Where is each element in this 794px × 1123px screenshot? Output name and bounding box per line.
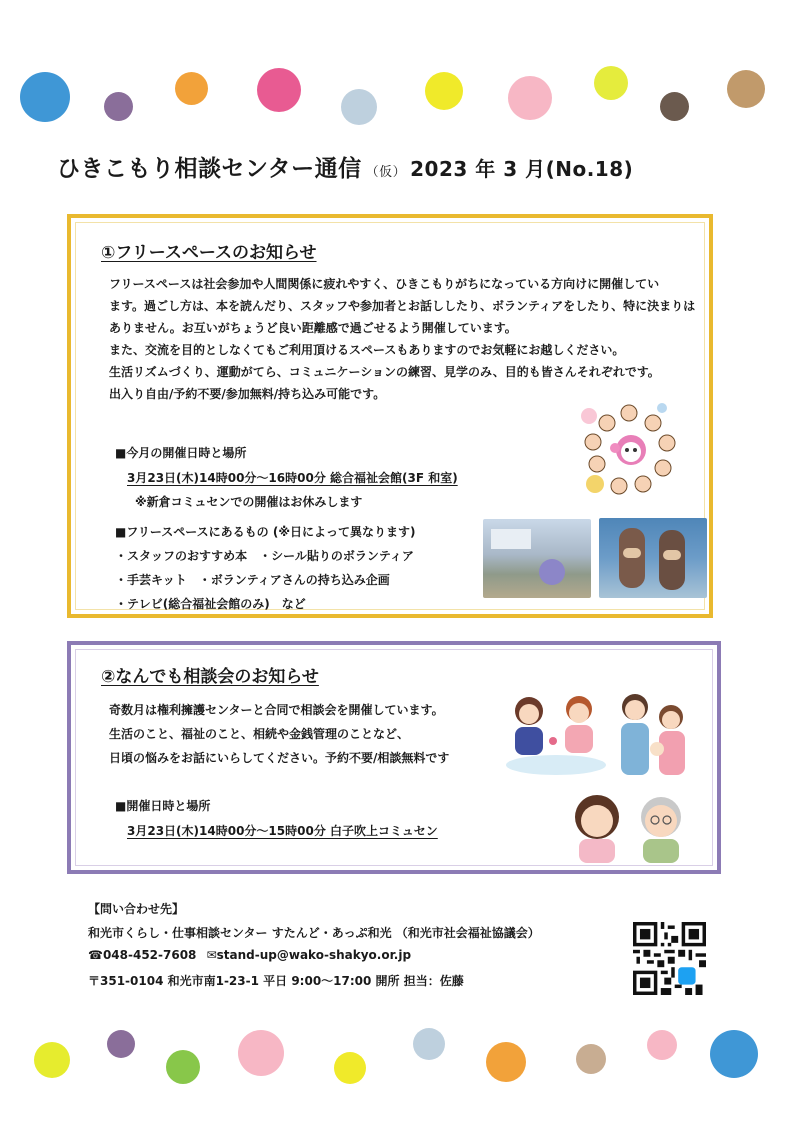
dot bbox=[334, 1052, 366, 1084]
monkey-face bbox=[623, 548, 641, 558]
item-line: ・テレビ(総合福祉会館のみ) など bbox=[115, 597, 306, 611]
consultation-heading: ②なんでも相談会のお知らせ bbox=[101, 667, 319, 687]
dot bbox=[508, 76, 552, 120]
contact-line bbox=[88, 948, 411, 962]
paragraph-line: 生活のこと、福祉のこと、相続や金銭管理のことなど、 bbox=[109, 727, 410, 741]
schedule-note: ※新倉コミュセンでの開催はお休みします bbox=[135, 495, 363, 509]
dot bbox=[166, 1050, 200, 1084]
schedule-text: 3月23日(木)14時00分～16時00分 総合福祉会館(3F 和室) bbox=[127, 471, 458, 485]
dot bbox=[175, 72, 208, 105]
people-circle-illustration bbox=[577, 398, 687, 502]
item-line: ・スタッフのおすすめ本 ・シール貼りのボランティア bbox=[115, 549, 414, 563]
paragraph-line: ます。過ごし方は、本を読んだり、スタッフや参加者とお話ししたり、ボランティアをしたり、特に決まりは bbox=[109, 299, 696, 313]
dot bbox=[34, 1042, 70, 1078]
dot bbox=[107, 1030, 135, 1058]
dot bbox=[727, 70, 765, 108]
issue-date: 2023 年 3 月(No.18) bbox=[410, 157, 634, 181]
paragraph-line: ありません。お互いがちょうど良い距離感で過ごせるよう開催しています。 bbox=[109, 321, 517, 335]
address-line: 〒351-0104 和光市南1-23-1 平日 9:00～17:00 開所 担当：佐藤 bbox=[88, 974, 464, 988]
dot bbox=[104, 92, 133, 121]
dot bbox=[486, 1042, 526, 1082]
plush-toy-shape bbox=[539, 559, 565, 585]
dot bbox=[238, 1030, 284, 1076]
paragraph-line: 出入り自由/予約不要/参加無料/持ち込み可能です。 bbox=[109, 387, 386, 401]
window-shape bbox=[491, 529, 531, 549]
dot bbox=[647, 1030, 677, 1060]
paragraph-line: 生活リズムづくり、運動がてら、コミュニケーションの練習、見学のみ、目的も皆さんそれぞれです。 bbox=[109, 365, 660, 379]
consultation-paragraph bbox=[109, 699, 449, 771]
email-address[interactable]: ✉stand-up@wako-shakyo.or.jp bbox=[206, 948, 412, 962]
consultation-schedule: 3月23日(木)14時00分～15時00分 白子吹上コミュセン bbox=[127, 824, 438, 838]
consultation-section bbox=[67, 641, 721, 874]
free-space-heading: ①フリースペースのお知らせ bbox=[101, 243, 317, 263]
dot bbox=[660, 92, 689, 121]
monkey-face bbox=[663, 550, 681, 560]
page-title bbox=[57, 150, 633, 183]
dot bbox=[257, 68, 301, 112]
title-text: ひきこもり相談センター通信 bbox=[57, 156, 362, 182]
dot bbox=[710, 1030, 758, 1078]
girl-and-elder-illustration bbox=[571, 787, 695, 863]
dot bbox=[20, 72, 70, 122]
family-illustration bbox=[613, 689, 693, 779]
sock-monkey-photo bbox=[599, 518, 707, 598]
organization-name: 和光市くらし・仕事相談センター すたんど・あっぷ和光 （和光市社会福祉協議会） bbox=[88, 926, 540, 940]
contact-label: 【問い合わせ先】 bbox=[88, 902, 185, 916]
dot bbox=[425, 72, 463, 110]
monkey-shape bbox=[619, 528, 645, 588]
women-talking-illustration bbox=[501, 689, 611, 777]
free-space-section bbox=[67, 214, 713, 618]
dot bbox=[594, 66, 628, 100]
room-photo bbox=[483, 519, 591, 598]
item-line: ・手芸キット ・ボランティアさんの持ち込み企画 bbox=[115, 573, 390, 587]
phone-number: ☎048-452-7608 bbox=[88, 948, 197, 962]
free-space-paragraph bbox=[109, 273, 695, 405]
monkey-shape bbox=[659, 530, 685, 590]
consultation-schedule-label: ■開催日時と場所 bbox=[115, 799, 211, 813]
paragraph-line: 奇数月は権利擁護センターと合同で相談会を開催しています。 bbox=[109, 703, 444, 717]
paragraph-line: フリースペースは社会参加や人間関係に疲れやすく、ひきこもりがちになっている方向けに開催してい bbox=[109, 277, 660, 291]
dot bbox=[576, 1044, 606, 1074]
paragraph-line: 日頃の悩みをお話にいらしてください。予約不要/相談無料です bbox=[109, 751, 450, 765]
items-label: ■フリースペースにあるもの (※日によって異なります) bbox=[115, 525, 416, 539]
paragraph-line: また、交流を目的としなくてもご利用頂けるスペースもありますのでお気軽にお越しください。 bbox=[109, 343, 625, 357]
qr-code[interactable] bbox=[633, 922, 706, 995]
title-kari: （仮） bbox=[365, 165, 407, 180]
dot bbox=[413, 1028, 445, 1060]
dot bbox=[341, 89, 377, 125]
schedule-label: ■今月の開催日時と場所 bbox=[115, 446, 247, 460]
